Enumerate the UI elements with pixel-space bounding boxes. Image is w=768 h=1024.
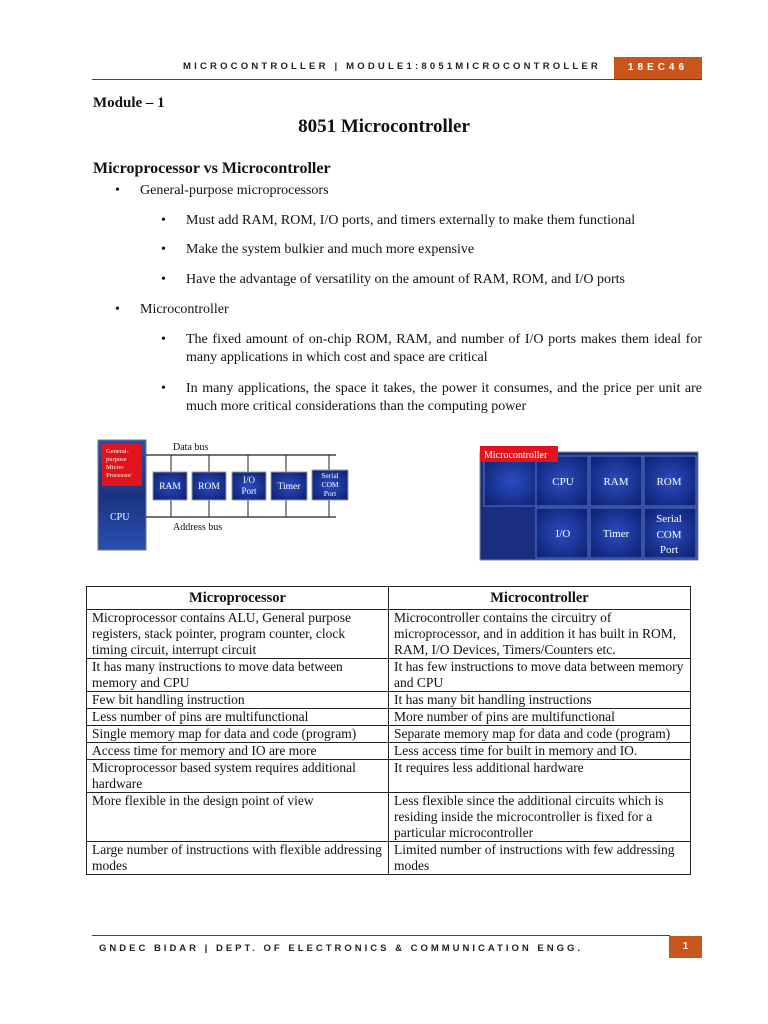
bullet-text: Must add RAM, ROM, I/O ports, and timers externally to make them functional <box>186 213 636 228</box>
table-row <box>87 793 691 842</box>
gp-label-l4: Processor <box>106 472 132 479</box>
bullet-text: Have the advantage of versatility on the amount of RAM, ROM, and I/O ports <box>186 272 625 287</box>
table-row <box>87 743 691 760</box>
mc-serial-label-l1: Serial <box>656 513 682 525</box>
cpu-label: CPU <box>110 512 130 523</box>
cell-mp: Large number of instructions with flexible addressing modes <box>87 842 389 875</box>
bullet-gp-sub-1: • Must add RAM, ROM, I/O ports, and timers externally to make them functional <box>161 213 636 228</box>
table-row <box>87 842 691 875</box>
mc-serial-label-l2: COM <box>656 529 682 541</box>
gp-label-l3: Micro- <box>106 464 125 471</box>
course-code-badge: 18EC46 <box>614 57 702 79</box>
bullet-text: The fixed amount of on-chip ROM, RAM, and number of I/O ports makes them ideal for many applications in which cost and space are critical <box>186 332 702 365</box>
bullet-gp-sub-2: • Make the system bulkier and much more expensive <box>161 242 475 257</box>
table-row <box>87 659 691 692</box>
page-number-badge: 1 <box>669 936 702 958</box>
table-row <box>87 610 691 659</box>
cell-mp: Access time for memory and IO are more <box>87 743 389 760</box>
cell-mc: Less access time for built in memory and IO. <box>389 743 691 760</box>
address-bus-label: Address bus <box>173 522 223 533</box>
page-title: 8051 Microcontroller <box>298 116 470 137</box>
mc-timer-label: Timer <box>602 528 630 540</box>
cell-mc: Microcontroller contains the circuitry of microprocessor, and in addition it has built in ROM, RAM, I/O Devices, Timers/Counters etc. <box>389 610 691 659</box>
gp-label-l2: purpose <box>106 456 127 463</box>
comparison-table <box>86 586 691 875</box>
section-title: Microprocessor vs Microcontroller <box>93 160 331 177</box>
mc-serial-label-l3: Port <box>659 544 679 556</box>
bullet-gp-text: General-purpose microprocessors <box>140 183 329 198</box>
bullet-mc-sub-2: • In many applications, the space it takes, the power it consumes, and the price per unit are much more critical considerations than the computing power <box>161 381 702 414</box>
cell-mp: Microprocessor contains ALU, General purpose registers, stack pointer, program counter, clock timing circuit, interrupt circuit <box>87 610 389 659</box>
gp-label-l1: General- <box>106 448 129 455</box>
mc-ram-label: RAM <box>603 476 629 488</box>
timer-label: Timer <box>277 482 301 492</box>
serial-label-l1: Serial <box>321 471 339 480</box>
cell-mp: Single memory map for data and code (program) <box>87 726 389 743</box>
cell-mp: It has many instructions to move data between memory and CPU <box>87 659 389 692</box>
bullet-gp: • General-purpose microprocessors <box>115 183 329 198</box>
microprocessor-diagram <box>96 436 358 554</box>
rom-label: ROM <box>198 482 220 492</box>
bullet-mc-sub-1: • The fixed amount of on-chip ROM, RAM, and number of I/O ports makes them ideal for many applications in which cost and space are critical <box>161 332 702 365</box>
bullet-mc: • Microcontroller <box>115 302 229 317</box>
cell-mc: It requires less additional hardware <box>389 760 691 793</box>
serial-label-l3: Port <box>323 489 337 498</box>
cell-mc: More number of pins are multifunctional <box>389 709 691 726</box>
cell-mp: Few bit handling instruction <box>87 692 389 709</box>
ram-label: RAM <box>159 482 181 492</box>
footer-rule <box>92 935 670 936</box>
table-row <box>87 726 691 743</box>
module-label: Module – 1 <box>93 95 165 111</box>
mc-io-label: I/O <box>555 528 571 540</box>
table-row <box>87 692 691 709</box>
cell-mc: Separate memory map for data and code (program) <box>389 726 691 743</box>
bullet-gp-sub-3: • Have the advantage of versatility on the amount of RAM, ROM, and I/O ports <box>161 272 625 287</box>
microcontroller-diagram <box>478 446 700 562</box>
table-row <box>87 709 691 726</box>
cell-mc: Less flexible since the additional circuits which is residing inside the microcontroller is fixed for a particular microcontroller <box>389 793 691 842</box>
cell-mp: Less number of pins are multifunctional <box>87 709 389 726</box>
header-rule <box>92 79 702 80</box>
header-microcontroller: Microcontroller <box>389 587 691 610</box>
cell-mc: It has many bit handling instructions <box>389 692 691 709</box>
bullet-text: In many applications, the space it takes, the power it consumes, and the price per unit are much more critical considerations than the computing power <box>186 381 702 414</box>
data-bus-label: Data bus <box>173 442 209 453</box>
mc-rom-label: ROM <box>656 476 682 488</box>
cell-mp: More flexible in the design point of view <box>87 793 389 842</box>
header-microprocessor: Microprocessor <box>87 587 389 610</box>
mc-cpu-label: CPU <box>552 476 574 488</box>
bullet-mc-text: Microcontroller <box>140 302 229 317</box>
cell-mp: Microprocessor based system requires additional hardware <box>87 760 389 793</box>
cell-mc: It has few instructions to move data between memory and CPU <box>389 659 691 692</box>
mc-label: Microcontroller <box>484 450 548 461</box>
running-header: MICROCONTROLLER | MODULE1:8051MICROCONTROLLER <box>183 61 601 72</box>
running-footer: GNDEC BIDAR | DEPT. OF ELECTRONICS & COMMUNICATION ENGG. <box>99 943 583 954</box>
table-header-row <box>87 587 691 610</box>
bullet-text: Make the system bulkier and much more expensive <box>186 242 475 257</box>
table-row <box>87 760 691 793</box>
serial-label-l2: COM <box>321 480 339 489</box>
io-label-l2: Port <box>241 486 257 496</box>
io-label-l1: I/O <box>243 475 255 485</box>
cell-mc: Limited number of instructions with few addressing modes <box>389 842 691 875</box>
